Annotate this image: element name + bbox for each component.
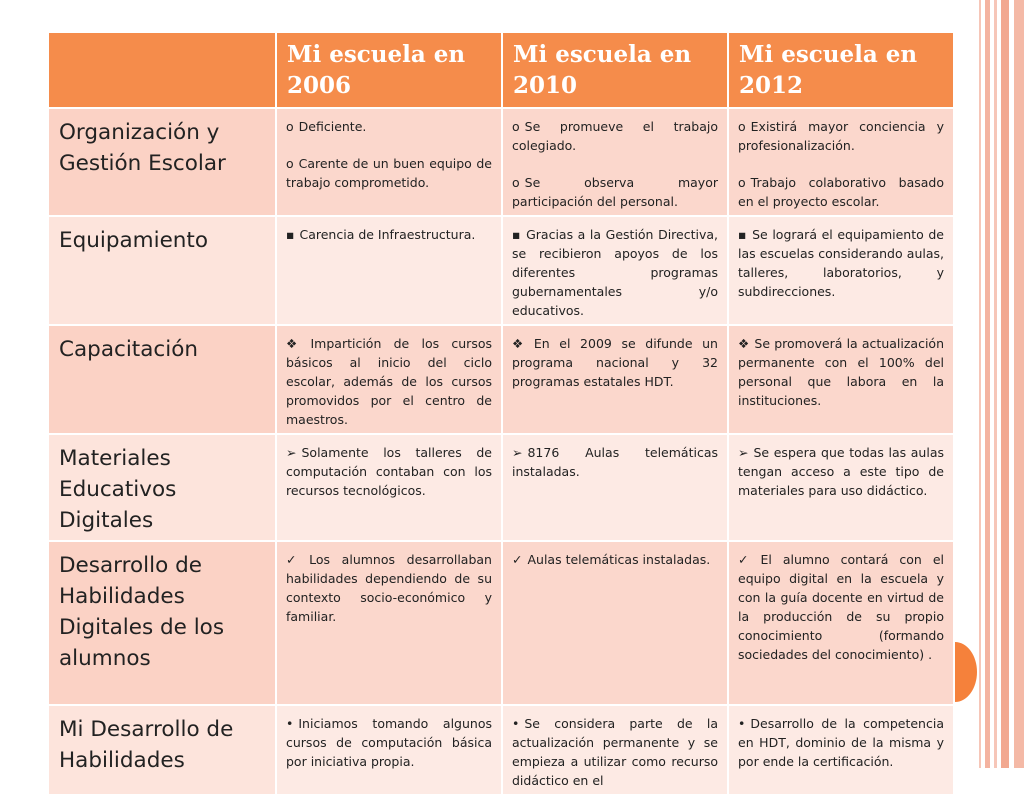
decor-stripe xyxy=(994,0,997,768)
cell-text: En el 2009 se difunde un programa nacional y 32 programas estatales HDT. xyxy=(512,336,718,389)
table-row xyxy=(48,541,954,705)
row-label: Mi Desarrollo de Habilidades xyxy=(48,705,276,795)
cell-text: Impartición de los cursos básicos al inicio del ciclo escolar, además de los cursos promovidos por el centro de maestros. xyxy=(286,336,492,427)
table-cell xyxy=(276,541,502,705)
table-cell xyxy=(502,108,728,216)
bullet-icon: o xyxy=(286,156,294,171)
cell-item xyxy=(286,154,492,192)
decor-stripe xyxy=(1014,0,1024,768)
table-cell xyxy=(276,705,502,795)
table-cell xyxy=(728,216,954,325)
cell-item xyxy=(286,225,492,244)
row-label: Materiales Educativos Digitales xyxy=(48,434,276,541)
table-cell xyxy=(502,216,728,325)
decor-stripe xyxy=(1001,0,1009,768)
bullet-icon: ❖ xyxy=(286,336,306,351)
bullet-icon: • xyxy=(512,716,520,731)
cell-item xyxy=(512,117,718,155)
cell-text: Se espera que todas las aulas tengan acceso a este tipo de materiales para uso didáctico. xyxy=(738,445,944,498)
table-cell xyxy=(276,325,502,434)
bullet-icon: ➢ xyxy=(286,445,297,460)
bullet-icon: ❖ xyxy=(738,336,750,351)
table-row xyxy=(48,705,954,795)
bullet-icon: ✓ xyxy=(512,552,523,567)
cell-item xyxy=(738,714,944,771)
cell-text: El alumno contará con el equipo digital en la escuela y con la guía docente en virtud de la producción de su propio conocimiento (formando sociedades del conocimiento) . xyxy=(738,552,944,662)
bullet-icon: ✓ xyxy=(738,552,756,567)
row-label: Equipamiento xyxy=(48,216,276,325)
table-row xyxy=(48,434,954,541)
cell-item xyxy=(738,173,944,211)
bullet-icon: o xyxy=(512,119,520,134)
cell-text: Existirá mayor conciencia y profesionalización. xyxy=(738,119,944,153)
table-cell xyxy=(728,108,954,216)
bullet-icon: o xyxy=(286,119,294,134)
row-label: Desarrollo de Habilidades Digitales de los alumnos xyxy=(48,541,276,705)
cell-item xyxy=(512,225,718,320)
bullet-icon: ➢ xyxy=(738,445,749,460)
decor-stripe xyxy=(985,0,990,768)
cell-text: Se promoverá la actualización permanente con el 100% del personal que labora en la instituciones. xyxy=(738,336,944,408)
cell-text: Gracias a la Gestión Directiva, se recibieron apoyos de los diferentes programas gubernamentales y/o educativos. xyxy=(512,227,718,318)
cell-item xyxy=(738,550,944,664)
cell-item xyxy=(512,443,718,481)
cell-text: Se considera parte de la actualización permanente y se empieza a utilizar como recurso didáctico en el xyxy=(512,716,718,788)
header-2012: Mi escuela en 2012 xyxy=(728,32,954,108)
cell-item xyxy=(738,334,944,410)
table-row xyxy=(48,216,954,325)
header-corner xyxy=(48,32,276,108)
cell-item xyxy=(512,550,718,569)
cell-text: Se promueve el trabajo colegiado. xyxy=(512,119,718,153)
table-cell xyxy=(728,325,954,434)
cell-item xyxy=(738,117,944,155)
bullet-icon: ➢ xyxy=(512,445,523,460)
table-cell xyxy=(502,705,728,795)
bullet-icon: ❖ xyxy=(512,336,529,351)
comparison-table xyxy=(47,31,955,796)
cell-text: Se observa mayor participación del personal. xyxy=(512,175,718,209)
cell-item xyxy=(286,334,492,429)
bullet-icon: ▪ xyxy=(286,227,295,242)
bullet-icon: • xyxy=(738,716,746,731)
cell-text: Deficiente. xyxy=(298,119,367,134)
cell-item xyxy=(286,714,492,771)
bullet-icon: ▪ xyxy=(738,227,748,242)
cell-item xyxy=(738,443,944,500)
table-cell xyxy=(276,434,502,541)
bullet-icon: ▪ xyxy=(512,227,522,242)
table-row xyxy=(48,108,954,216)
cell-item xyxy=(512,334,718,391)
row-label: Capacitación xyxy=(48,325,276,434)
bullet-icon: o xyxy=(738,175,746,190)
table-row xyxy=(48,325,954,434)
bullet-icon: o xyxy=(512,175,520,190)
bullet-icon: • xyxy=(286,716,294,731)
table-cell xyxy=(502,434,728,541)
bullet-icon: o xyxy=(738,119,746,134)
cell-item xyxy=(286,443,492,500)
decor-stripe xyxy=(979,0,981,768)
cell-text: Solamente los talleres de computación contaban con los recursos tecnológicos. xyxy=(286,445,492,498)
cell-text: Iniciamos tomando algunos cursos de computación básica por iniciativa propia. xyxy=(286,716,492,769)
cell-text: Desarrollo de la competencia en HDT, dominio de la misma y por ende la certificación. xyxy=(738,716,944,769)
cell-text: Carencia de Infraestructura. xyxy=(299,227,476,242)
header-2010: Mi escuela en 2010 xyxy=(502,32,728,108)
table-cell xyxy=(728,705,954,795)
cell-text: 8176 Aulas telemáticas instaladas. xyxy=(512,445,718,479)
cell-item xyxy=(738,225,944,301)
table-cell xyxy=(728,541,954,705)
table-cell xyxy=(276,216,502,325)
cell-item xyxy=(512,714,718,790)
cell-text: Se logrará el equipamiento de las escuelas considerando aulas, talleres, laboratorios, y subdirecciones. xyxy=(738,227,944,299)
cell-item xyxy=(286,117,492,136)
table-cell xyxy=(502,325,728,434)
cell-item xyxy=(286,550,492,626)
cell-text: Trabajo colaborativo basado en el proyecto escolar. xyxy=(738,175,944,209)
header-2006: Mi escuela en 2006 xyxy=(276,32,502,108)
header-row xyxy=(48,32,954,108)
bullet-icon: ✓ xyxy=(286,552,305,567)
table-cell xyxy=(502,541,728,705)
cell-text: Los alumnos desarrollaban habilidades dependiendo de su contexto socio-económico y familiar. xyxy=(286,552,492,624)
cell-text: Aulas telemáticas instaladas. xyxy=(527,552,711,567)
table-cell xyxy=(728,434,954,541)
cell-text: Carente de un buen equipo de trabajo comprometido. xyxy=(286,156,492,190)
cell-item xyxy=(512,173,718,211)
row-label: Organización y Gestión Escolar xyxy=(48,108,276,216)
table-cell xyxy=(276,108,502,216)
